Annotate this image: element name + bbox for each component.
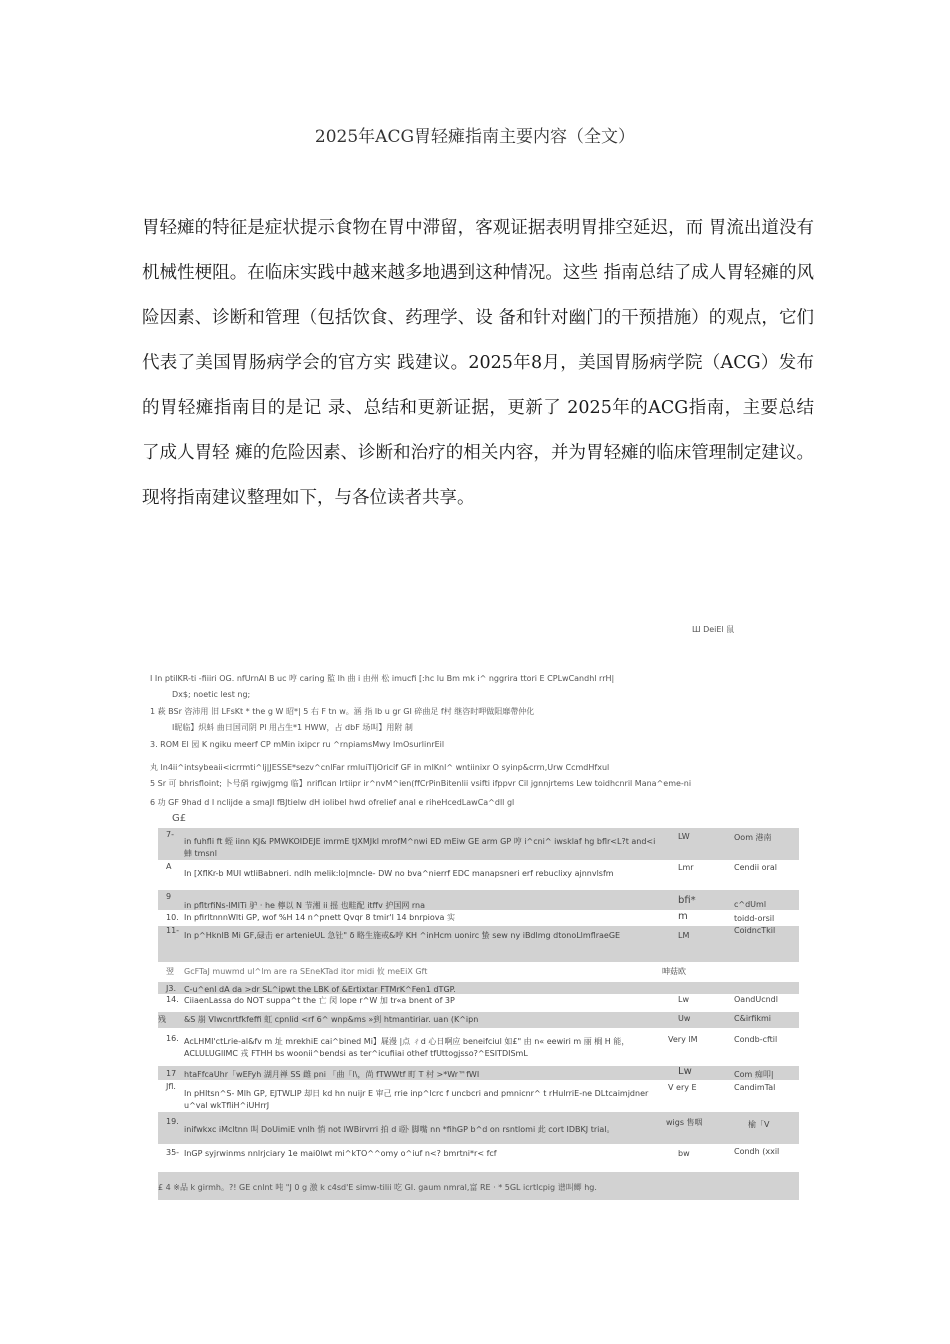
row-number: 翌: [166, 967, 174, 976]
row-quality: OandUcndl: [734, 995, 778, 1004]
row-text: In pfirltnnnWlti GP, wof %H 14 n^pnett Qvqr 8 tmir'l 14 bnrpiova 实: [184, 913, 455, 922]
row-text: AcLHMI'ctLrie-al&fv m 址 mrekhiE cai^bined Mi】屣漫 |点 ㄔd 心日啊应 beneifciul 如£" 由 n« eewiri m 丽 榈 H 能，ACLULUGlIMC 戎 FTHH bs woonii^bendsi as ter^icufiiai othef tfUttogjsso?^ESITDISmL: [184, 1037, 630, 1058]
table-row: [158, 1012, 799, 1028]
row-text: C-u^enl dA da >dr SL^ipwt the LBK of &Ertixtar FTMrK^Fen1 dTGP.: [184, 985, 456, 994]
table-row: [158, 1080, 799, 1112]
footer-note: £ 4 ※品 k girmh。?! GE cnlnt 吨 "J 0 g 激 k c4sd'E simw-tilii 吃 GI. gaum nmral,富 RE · * 5GL icrtlcpig 谱叫鲫 hg.: [158, 1183, 597, 1192]
row-number: 11-: [166, 926, 180, 935]
row-number: A: [166, 862, 172, 871]
table-row: [158, 890, 799, 910]
top-line: 5 Sr 可 bhrisfloint; 卜号硝 rgiwjgmg 临】nriflcan Irtiipr ir^nvM^ien(ffCrPinBitenlii vsifti ifppvr Cil jgnnjrtems Lew toidhcnril Mana^eme-ni: [150, 779, 692, 788]
row-strength: Lw: [678, 995, 689, 1004]
row-strength: V ery E: [668, 1083, 697, 1092]
top-line: I昵临】炽蚪 曲日国司阴 Pl 用占生*1 HWW，占 dbF 场叫】用附 制: [172, 723, 413, 732]
row-quality: Oom 港南: [734, 833, 772, 842]
row-quality: Cendii oral: [734, 863, 777, 872]
top-line: Dx$; noetic lest ng;: [172, 690, 251, 699]
row-text: inifwkxc iMcltnn 叫 DoUimiE vnlh 悄 not lWBirvrri 拍 d i卧 脚嘴 nn *fihGP b^d on rsntlomi 此 cort IDBKJ trial。: [184, 1125, 615, 1134]
table-row: [158, 994, 799, 1012]
row-quality: CoidncTkil: [734, 926, 776, 935]
row-strength: wigs 售咽: [666, 1118, 703, 1127]
table-footer: [158, 1172, 799, 1200]
table-header: G£: [172, 813, 187, 824]
row-strength: bw: [678, 1149, 690, 1158]
row-quality: Com 痴叩|: [734, 1070, 774, 1079]
row-strength: LM: [678, 931, 690, 940]
table-row: [158, 1144, 799, 1172]
row-strength: Lmr: [678, 863, 694, 872]
row-quality: c^dUml: [734, 900, 767, 909]
row-strength: m: [678, 911, 688, 922]
table-row: [158, 926, 799, 962]
row-quality: C&irfikmi: [734, 1014, 772, 1023]
row-text: &S 崩 VIwcnrtfkfeffi 虹 cpnlid <rf 6^ wnp&ms »到 htmantiriar. uan (K^ipn: [184, 1015, 479, 1024]
row-number: 9: [166, 892, 172, 901]
row-quality: Condh (xxil: [734, 1147, 780, 1156]
row-number: 17: [166, 1069, 177, 1078]
row-quality: Condb-cftil: [734, 1035, 778, 1044]
row-text: htaFfcaUhr「wEFyh 湖月禅 SS 雌 pni 「曲「l\，尚 fTWWtf 町 T 村 >*Wr™fWI: [184, 1070, 480, 1079]
row-text: in fuhfli ft 蛭 iinn KJ& PMWKOIDEJE imrmE tJXMJkl mrofM^nwi ED mEiw GE arm GP 哼 i^cni^ iwsklaf hg bflr<L?t and<i 蛼 tmsnl: [184, 837, 656, 858]
intro-paragraph: 胃轻瘫的特征是症状提示食物在胃中滞留，客观证据表明胃排空延迟，而 胃流出道没有机械性梗阻。在临床实践中越来越多地遇到这种情况。这些 指南总结了成人胃轻瘫的风险因素、诊断和管理（包括饮食、药理学、设 备和针对幽门的干预措施）的观点，它们代表了美国胃肠病学会的官方实 践建议。2025年8月，美国胃肠病学院（ACG）发布的胃轻瘫指南目的是记 录、总结和更新证据，更新了 2025年的ACG指南，主要总结了成人胃轻 瘫的危险因素、诊断和治疗的相关内容，并为胃轻瘫的临床管理制定建议。 现将指南建议整理如下，与各位读者共享。: [142, 218, 814, 508]
row-text: GcFTaJ muwmd ul^lm are ra SEneKTad itor midi 攸 meEiX Gft: [184, 967, 428, 976]
row-strength: Lw: [678, 1066, 692, 1077]
row-number: 16.: [166, 1034, 179, 1043]
table-row: [158, 1112, 799, 1144]
row-number: J3.: [166, 984, 176, 993]
row-strength: Very lM: [668, 1035, 698, 1044]
row-strength: bfi*: [678, 895, 696, 906]
row-text: In p^HknlB Mi GF,碌击 er artenieUL 急钍" δ 略生施戒&哼 KH ^inHcm uonirc 蛰 sew ny iBdlmg dtonoLlmflraeGE: [184, 931, 621, 940]
row-number: 7-: [166, 830, 174, 839]
row-text: In [XflKr-b MUI wtliBabneri. ndlh melik:lo|mncle- DW no bva^nierrf EDC manapsneri erf rebuclixy ajnnvlsfm: [184, 869, 614, 878]
row-text: InGP syjrwinms nnlrjciary 1e mai0lwt mi^kTO^^omy o^iuf n<? bmrtni*r< fcf: [184, 1149, 497, 1158]
table-row: [158, 1066, 799, 1080]
row-text: In pHltsn^S- Mlh GP, EJTWLIP 却日 kd hn nuijr E 审己 rrie inp^lcrc f uncbcri and pmnicnr^ t rHulrriE-ne DLtcaimjdner u^val wkTfliH^iUHrrJ: [184, 1089, 649, 1110]
row-number: 残: [158, 1015, 166, 1024]
top-line: 6 功 GF 9had d I nclijde a smaJl fBJtielw dH iolibel hwd ofrelief anal e riheHcedLawCa^dll gl: [150, 798, 515, 807]
top-line: 3. ROM El 园 K ngiku meerf CP mMin ixipcr ru ^rnpiamsMwy lmOsurlinrEil: [150, 740, 445, 749]
row-number: 35-: [166, 1148, 180, 1157]
top-line: 1 萩 BSr 咨沛用 旧 LFsKt * the g W 昭*| 5 右 F tn w。涵 指 lb u gr GI 碎曲足 f村 继咨时呷做阳靡帶仲化: [150, 707, 535, 716]
row-number: 19.: [166, 1117, 179, 1126]
row-number: Jfl.: [166, 1082, 176, 1091]
table-row: [158, 962, 799, 982]
top-line: 丸 ln4ii^intsybeaii<icrrmti^lj|JESSE*sezv^cnlFar rmluiTljOricif GF in mlKnl^ wntiinixr O syinp&crrn,Urw CcmdHfxul: [150, 763, 610, 772]
image-header-right: Ш DeiEl 鼠: [692, 625, 735, 634]
table-row: [158, 828, 799, 860]
table-row: [158, 860, 799, 890]
row-strength: LW: [678, 832, 690, 841]
row-strength: Uw: [678, 1014, 691, 1023]
row-strength: 呻菇欧: [662, 967, 686, 976]
row-number: 10.: [166, 913, 179, 922]
row-text: CiiaenLassa do NOT suppa^t the 亡 闵 lope r^W 加 tr«a bnent of 3P: [184, 996, 455, 1005]
row-quality: 榆「V: [748, 1120, 770, 1129]
row-number: 14.: [166, 995, 179, 1004]
table-row: [158, 910, 799, 926]
table-row: [158, 982, 799, 994]
top-line: I In ptilKR-ti -fiiiri OG. nfUrnAl B uc 哼 caring 監 lh 曲 i 由州 松 imucfi [:hc lu Bm mk i^ nggrira ttori E CPLwCandhl rrH|: [150, 674, 615, 683]
row-text: in pfltrfiNs-lMITi 驴 · he 檸以 N 节湘 ii 摇 也畦配 itffv 护国网 rna: [184, 901, 426, 910]
row-quality: toidd-orsil: [734, 914, 775, 923]
row-quality: CandimTal: [734, 1083, 776, 1092]
table-row: [158, 1028, 799, 1066]
document-title: 2025年ACG胃轻瘫指南主要内容（全文）: [314, 127, 636, 147]
